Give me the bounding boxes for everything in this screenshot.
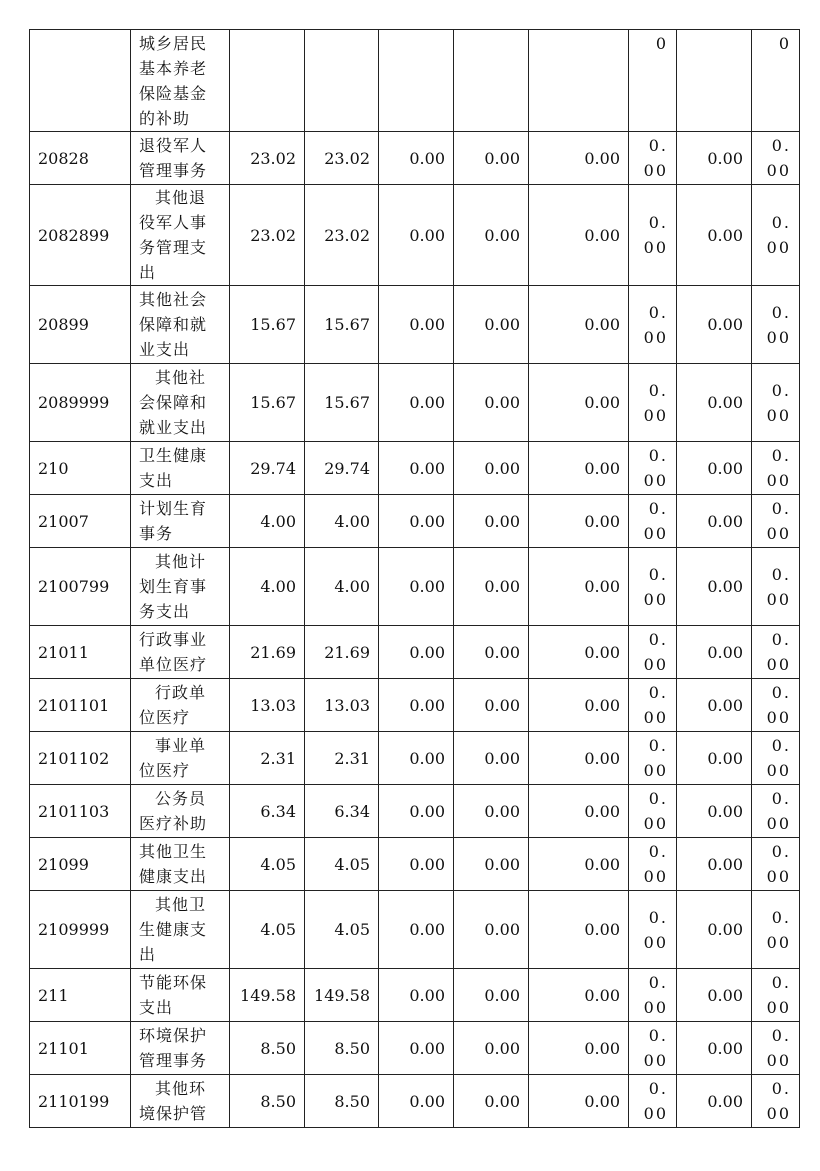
amount-cell-8: 0 — [752, 30, 800, 132]
basic-expenditure-cell: 23.02 — [305, 132, 379, 185]
basic-expenditure-cell: 21.69 — [305, 626, 379, 679]
amount-cell-4: 0.00 — [454, 185, 529, 286]
amount-cell-5: 0.00 — [529, 732, 629, 785]
amount-cell-6: 0.00 — [629, 785, 677, 838]
amount-cell-7: 0.00 — [677, 969, 752, 1022]
account-code-cell: 211 — [30, 969, 131, 1022]
account-code-cell: 2100799 — [30, 548, 131, 626]
account-code-cell: 21099 — [30, 838, 131, 891]
amount-cell-4: 0.00 — [454, 969, 529, 1022]
amount-cell-6: 0.00 — [629, 286, 677, 364]
account-code-cell: 210 — [30, 442, 131, 495]
account-name-cell: 其他社会保障和就业支出 — [131, 364, 230, 442]
amount-cell-6: 0.00 — [629, 679, 677, 732]
account-name-cell: 节能环保支出 — [131, 969, 230, 1022]
amount-cell-4: 0.00 — [454, 891, 529, 969]
amount-cell-8: 0.00 — [752, 495, 800, 548]
amount-cell-7: 0.00 — [677, 785, 752, 838]
amount-cell-5: 0.00 — [529, 495, 629, 548]
amount-cell-7: 0.00 — [677, 286, 752, 364]
amount-cell-8: 0.00 — [752, 1075, 800, 1128]
amount-cell-7: 0.00 — [677, 548, 752, 626]
table-row — [30, 132, 800, 185]
total-amount-cell: 13.03 — [230, 679, 305, 732]
total-amount-cell: 4.05 — [230, 838, 305, 891]
amount-cell-8: 0.00 — [752, 891, 800, 969]
amount-cell-6: 0.00 — [629, 495, 677, 548]
amount-cell-5: 0.00 — [529, 286, 629, 364]
account-code-cell: 21007 — [30, 495, 131, 548]
amount-cell-4: 0.00 — [454, 364, 529, 442]
amount-cell-5: 0.00 — [529, 1075, 629, 1128]
total-amount-cell: 4.05 — [230, 891, 305, 969]
total-amount-cell: 8.50 — [230, 1075, 305, 1128]
table-row — [30, 732, 800, 785]
account-name-cell: 其他计划生育事务支出 — [131, 548, 230, 626]
amount-cell-5: 0.00 — [529, 364, 629, 442]
total-amount-cell: 15.67 — [230, 364, 305, 442]
amount-cell-8: 0.00 — [752, 364, 800, 442]
budget-expenditure-table — [29, 29, 800, 1128]
total-amount-cell: 15.67 — [230, 286, 305, 364]
amount-cell-6: 0.00 — [629, 1075, 677, 1128]
amount-cell-7: 0.00 — [677, 1022, 752, 1075]
project-expenditure-cell: 0.00 — [379, 891, 454, 969]
amount-cell-4: 0.00 — [454, 1075, 529, 1128]
account-code-cell: 20899 — [30, 286, 131, 364]
table-row — [30, 1075, 800, 1128]
account-name-cell: 行政单位医疗 — [131, 679, 230, 732]
table-row — [30, 891, 800, 969]
amount-cell-6: 0.00 — [629, 185, 677, 286]
amount-cell-4: 0.00 — [454, 442, 529, 495]
table-row — [30, 785, 800, 838]
account-name-cell: 计划生育事务 — [131, 495, 230, 548]
amount-cell-4: 0.00 — [454, 626, 529, 679]
total-amount-cell: 4.00 — [230, 548, 305, 626]
amount-cell-4 — [454, 30, 529, 132]
amount-cell-4: 0.00 — [454, 495, 529, 548]
account-code-cell: 2109999 — [30, 891, 131, 969]
account-name-cell: 卫生健康支出 — [131, 442, 230, 495]
account-code-cell: 21101 — [30, 1022, 131, 1075]
amount-cell-5: 0.00 — [529, 1022, 629, 1075]
account-name-cell: 环境保护管理事务 — [131, 1022, 230, 1075]
amount-cell-8: 0.00 — [752, 286, 800, 364]
account-name-cell: 其他退役军人事务管理支出 — [131, 185, 230, 286]
amount-cell-8: 0.00 — [752, 626, 800, 679]
account-code-cell — [30, 30, 131, 132]
amount-cell-8: 0.00 — [752, 785, 800, 838]
basic-expenditure-cell: 13.03 — [305, 679, 379, 732]
amount-cell-4: 0.00 — [454, 132, 529, 185]
account-name-cell: 其他卫生健康支出 — [131, 838, 230, 891]
table-row — [30, 838, 800, 891]
basic-expenditure-cell: 4.05 — [305, 838, 379, 891]
amount-cell-8: 0.00 — [752, 838, 800, 891]
account-code-cell: 21011 — [30, 626, 131, 679]
total-amount-cell: 21.69 — [230, 626, 305, 679]
amount-cell-6: 0.00 — [629, 969, 677, 1022]
basic-expenditure-cell: 6.34 — [305, 785, 379, 838]
basic-expenditure-cell: 8.50 — [305, 1022, 379, 1075]
amount-cell-4: 0.00 — [454, 732, 529, 785]
amount-cell-4: 0.00 — [454, 1022, 529, 1075]
table-row — [30, 969, 800, 1022]
amount-cell-5: 0.00 — [529, 442, 629, 495]
account-code-cell: 2101101 — [30, 679, 131, 732]
account-code-cell: 20828 — [30, 132, 131, 185]
amount-cell-5: 0.00 — [529, 838, 629, 891]
amount-cell-6: 0.00 — [629, 626, 677, 679]
account-code-cell: 2101103 — [30, 785, 131, 838]
amount-cell-7: 0.00 — [677, 132, 752, 185]
amount-cell-4: 0.00 — [454, 785, 529, 838]
basic-expenditure-cell: 2.31 — [305, 732, 379, 785]
table-row — [30, 364, 800, 442]
project-expenditure-cell: 0.00 — [379, 495, 454, 548]
project-expenditure-cell: 0.00 — [379, 732, 454, 785]
table-body — [30, 30, 800, 1128]
amount-cell-4: 0.00 — [454, 838, 529, 891]
amount-cell-8: 0.00 — [752, 132, 800, 185]
basic-expenditure-cell: 15.67 — [305, 286, 379, 364]
table-row — [30, 442, 800, 495]
table-row — [30, 626, 800, 679]
amount-cell-6: 0.00 — [629, 891, 677, 969]
project-expenditure-cell: 0.00 — [379, 969, 454, 1022]
basic-expenditure-cell: 4.05 — [305, 891, 379, 969]
project-expenditure-cell: 0.00 — [379, 286, 454, 364]
table-row — [30, 679, 800, 732]
amount-cell-4: 0.00 — [454, 679, 529, 732]
account-name-cell: 其他卫生健康支出 — [131, 891, 230, 969]
amount-cell-8: 0.00 — [752, 732, 800, 785]
table-row — [30, 185, 800, 286]
total-amount-cell: 6.34 — [230, 785, 305, 838]
project-expenditure-cell: 0.00 — [379, 679, 454, 732]
account-code-cell: 2089999 — [30, 364, 131, 442]
total-amount-cell: 149.58 — [230, 969, 305, 1022]
total-amount-cell: 23.02 — [230, 132, 305, 185]
amount-cell-6: 0.00 — [629, 442, 677, 495]
amount-cell-6: 0.00 — [629, 838, 677, 891]
amount-cell-4: 0.00 — [454, 548, 529, 626]
project-expenditure-cell — [379, 30, 454, 132]
account-name-cell: 城乡居民基本养老保险基金的补助 — [131, 30, 230, 132]
amount-cell-7: 0.00 — [677, 185, 752, 286]
amount-cell-8: 0.00 — [752, 548, 800, 626]
amount-cell-7: 0.00 — [677, 495, 752, 548]
basic-expenditure-cell — [305, 30, 379, 132]
amount-cell-7: 0.00 — [677, 679, 752, 732]
amount-cell-5: 0.00 — [529, 785, 629, 838]
amount-cell-5 — [529, 30, 629, 132]
project-expenditure-cell: 0.00 — [379, 785, 454, 838]
amount-cell-7: 0.00 — [677, 732, 752, 785]
amount-cell-5: 0.00 — [529, 548, 629, 626]
account-name-cell: 退役军人管理事务 — [131, 132, 230, 185]
amount-cell-6: 0.00 — [629, 364, 677, 442]
project-expenditure-cell: 0.00 — [379, 548, 454, 626]
table-row — [30, 1022, 800, 1075]
project-expenditure-cell: 0.00 — [379, 442, 454, 495]
amount-cell-7: 0.00 — [677, 364, 752, 442]
account-code-cell: 2110199 — [30, 1075, 131, 1128]
amount-cell-8: 0.00 — [752, 969, 800, 1022]
account-code-cell: 2082899 — [30, 185, 131, 286]
table-row — [30, 495, 800, 548]
amount-cell-5: 0.00 — [529, 185, 629, 286]
amount-cell-7: 0.00 — [677, 626, 752, 679]
amount-cell-6: 0 — [629, 30, 677, 132]
project-expenditure-cell: 0.00 — [379, 185, 454, 286]
project-expenditure-cell: 0.00 — [379, 626, 454, 679]
basic-expenditure-cell: 4.00 — [305, 495, 379, 548]
amount-cell-5: 0.00 — [529, 626, 629, 679]
amount-cell-6: 0.00 — [629, 1022, 677, 1075]
account-name-cell: 行政事业单位医疗 — [131, 626, 230, 679]
amount-cell-6: 0.00 — [629, 132, 677, 185]
amount-cell-5: 0.00 — [529, 891, 629, 969]
basic-expenditure-cell: 4.00 — [305, 548, 379, 626]
total-amount-cell: 8.50 — [230, 1022, 305, 1075]
project-expenditure-cell: 0.00 — [379, 1022, 454, 1075]
account-name-cell: 事业单位医疗 — [131, 732, 230, 785]
account-name-cell: 其他环境保护管 — [131, 1075, 230, 1128]
amount-cell-5: 0.00 — [529, 132, 629, 185]
project-expenditure-cell: 0.00 — [379, 1075, 454, 1128]
amount-cell-6: 0.00 — [629, 548, 677, 626]
amount-cell-6: 0.00 — [629, 732, 677, 785]
amount-cell-5: 0.00 — [529, 679, 629, 732]
amount-cell-7 — [677, 30, 752, 132]
basic-expenditure-cell: 29.74 — [305, 442, 379, 495]
basic-expenditure-cell: 149.58 — [305, 969, 379, 1022]
total-amount-cell: 23.02 — [230, 185, 305, 286]
amount-cell-8: 0.00 — [752, 442, 800, 495]
account-code-cell: 2101102 — [30, 732, 131, 785]
total-amount-cell: 4.00 — [230, 495, 305, 548]
basic-expenditure-cell: 23.02 — [305, 185, 379, 286]
basic-expenditure-cell: 15.67 — [305, 364, 379, 442]
table-row — [30, 30, 800, 132]
amount-cell-5: 0.00 — [529, 969, 629, 1022]
amount-cell-8: 0.00 — [752, 1022, 800, 1075]
total-amount-cell: 2.31 — [230, 732, 305, 785]
project-expenditure-cell: 0.00 — [379, 132, 454, 185]
amount-cell-4: 0.00 — [454, 286, 529, 364]
basic-expenditure-cell: 8.50 — [305, 1075, 379, 1128]
table-row — [30, 548, 800, 626]
account-name-cell: 其他社会保障和就业支出 — [131, 286, 230, 364]
table-row — [30, 286, 800, 364]
total-amount-cell — [230, 30, 305, 132]
amount-cell-7: 0.00 — [677, 838, 752, 891]
account-name-cell: 公务员医疗补助 — [131, 785, 230, 838]
amount-cell-7: 0.00 — [677, 442, 752, 495]
project-expenditure-cell: 0.00 — [379, 364, 454, 442]
total-amount-cell: 29.74 — [230, 442, 305, 495]
amount-cell-7: 0.00 — [677, 891, 752, 969]
amount-cell-7: 0.00 — [677, 1075, 752, 1128]
amount-cell-8: 0.00 — [752, 679, 800, 732]
project-expenditure-cell: 0.00 — [379, 838, 454, 891]
amount-cell-8: 0.00 — [752, 185, 800, 286]
